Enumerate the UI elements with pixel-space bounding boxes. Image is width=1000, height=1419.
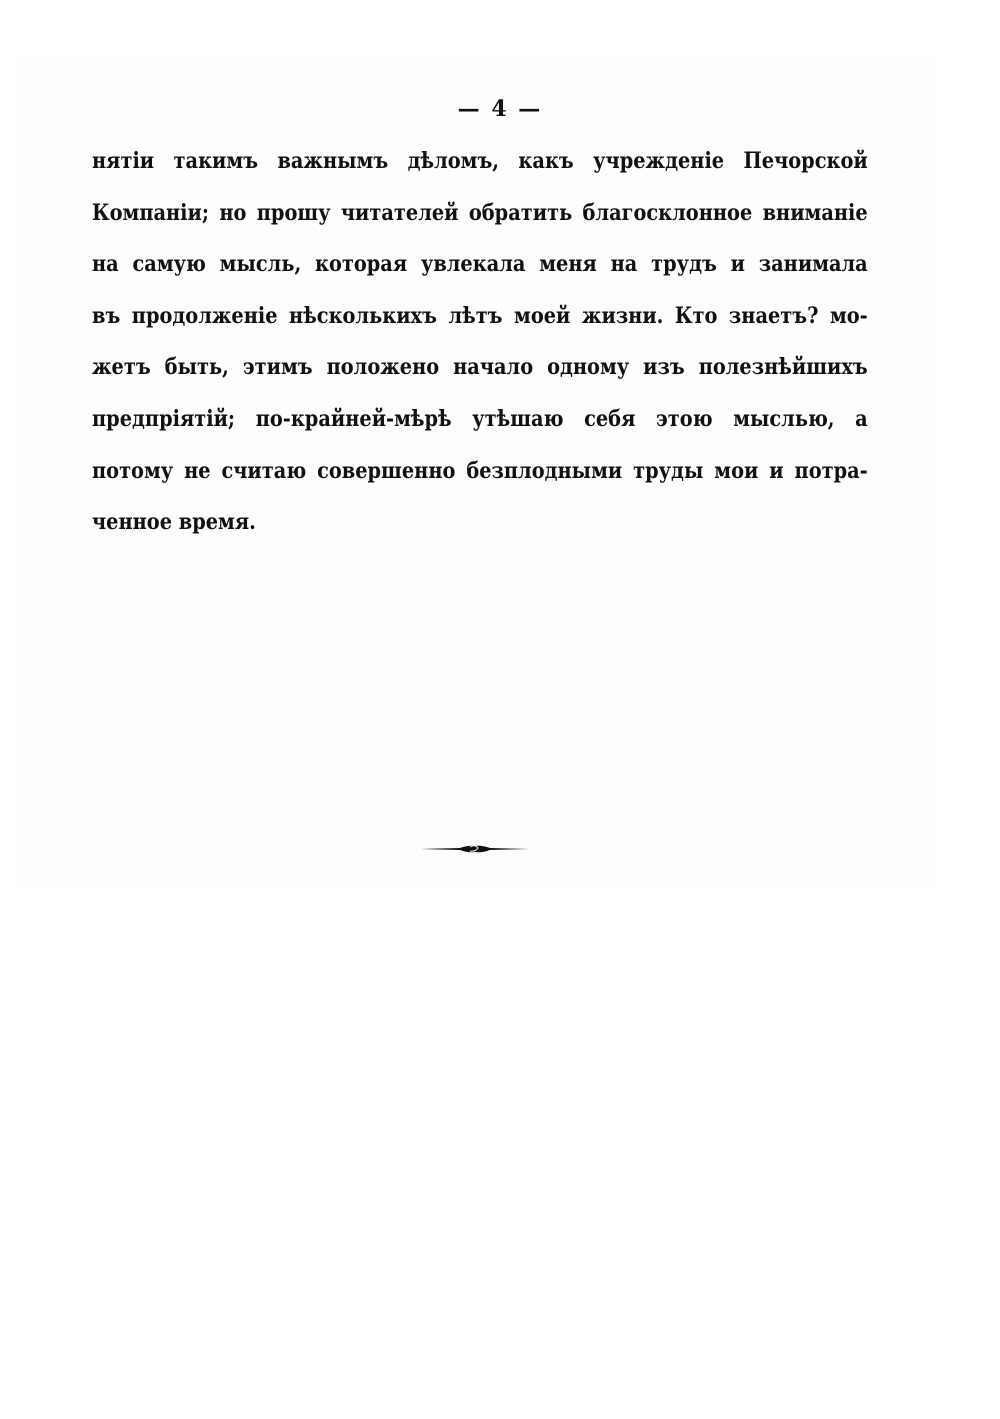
text-line: Компаніи; но прошу читателей обратить благосклонное вниманіе bbox=[92, 199, 868, 226]
text-line: потому не считаю совершенно безплодными труды мои и потра- bbox=[92, 457, 868, 484]
text-line: жетъ быть, этимъ положено начало одному изъ полезнѣйшихъ bbox=[92, 354, 868, 381]
page-number: — 4 — bbox=[457, 96, 543, 122]
ornament-divider-icon bbox=[420, 840, 530, 858]
text-line: ченное время. bbox=[92, 509, 256, 536]
text-line: въ продолженіе нѣсколькихъ лѣтъ моей жизни. Кто знаетъ? мо- bbox=[92, 302, 868, 329]
text-line: предпріятій; по-крайней-мѣрѣ утѣшаю себя этою мыслью, а bbox=[92, 405, 868, 432]
text-line: нятіи такимъ важнымъ дѣломъ, какъ учрежденіе Печорской bbox=[92, 148, 868, 174]
text-line: на самую мысль, которая увлекала меня на трудъ и занимала bbox=[92, 251, 868, 278]
body-paragraph bbox=[92, 146, 868, 559]
